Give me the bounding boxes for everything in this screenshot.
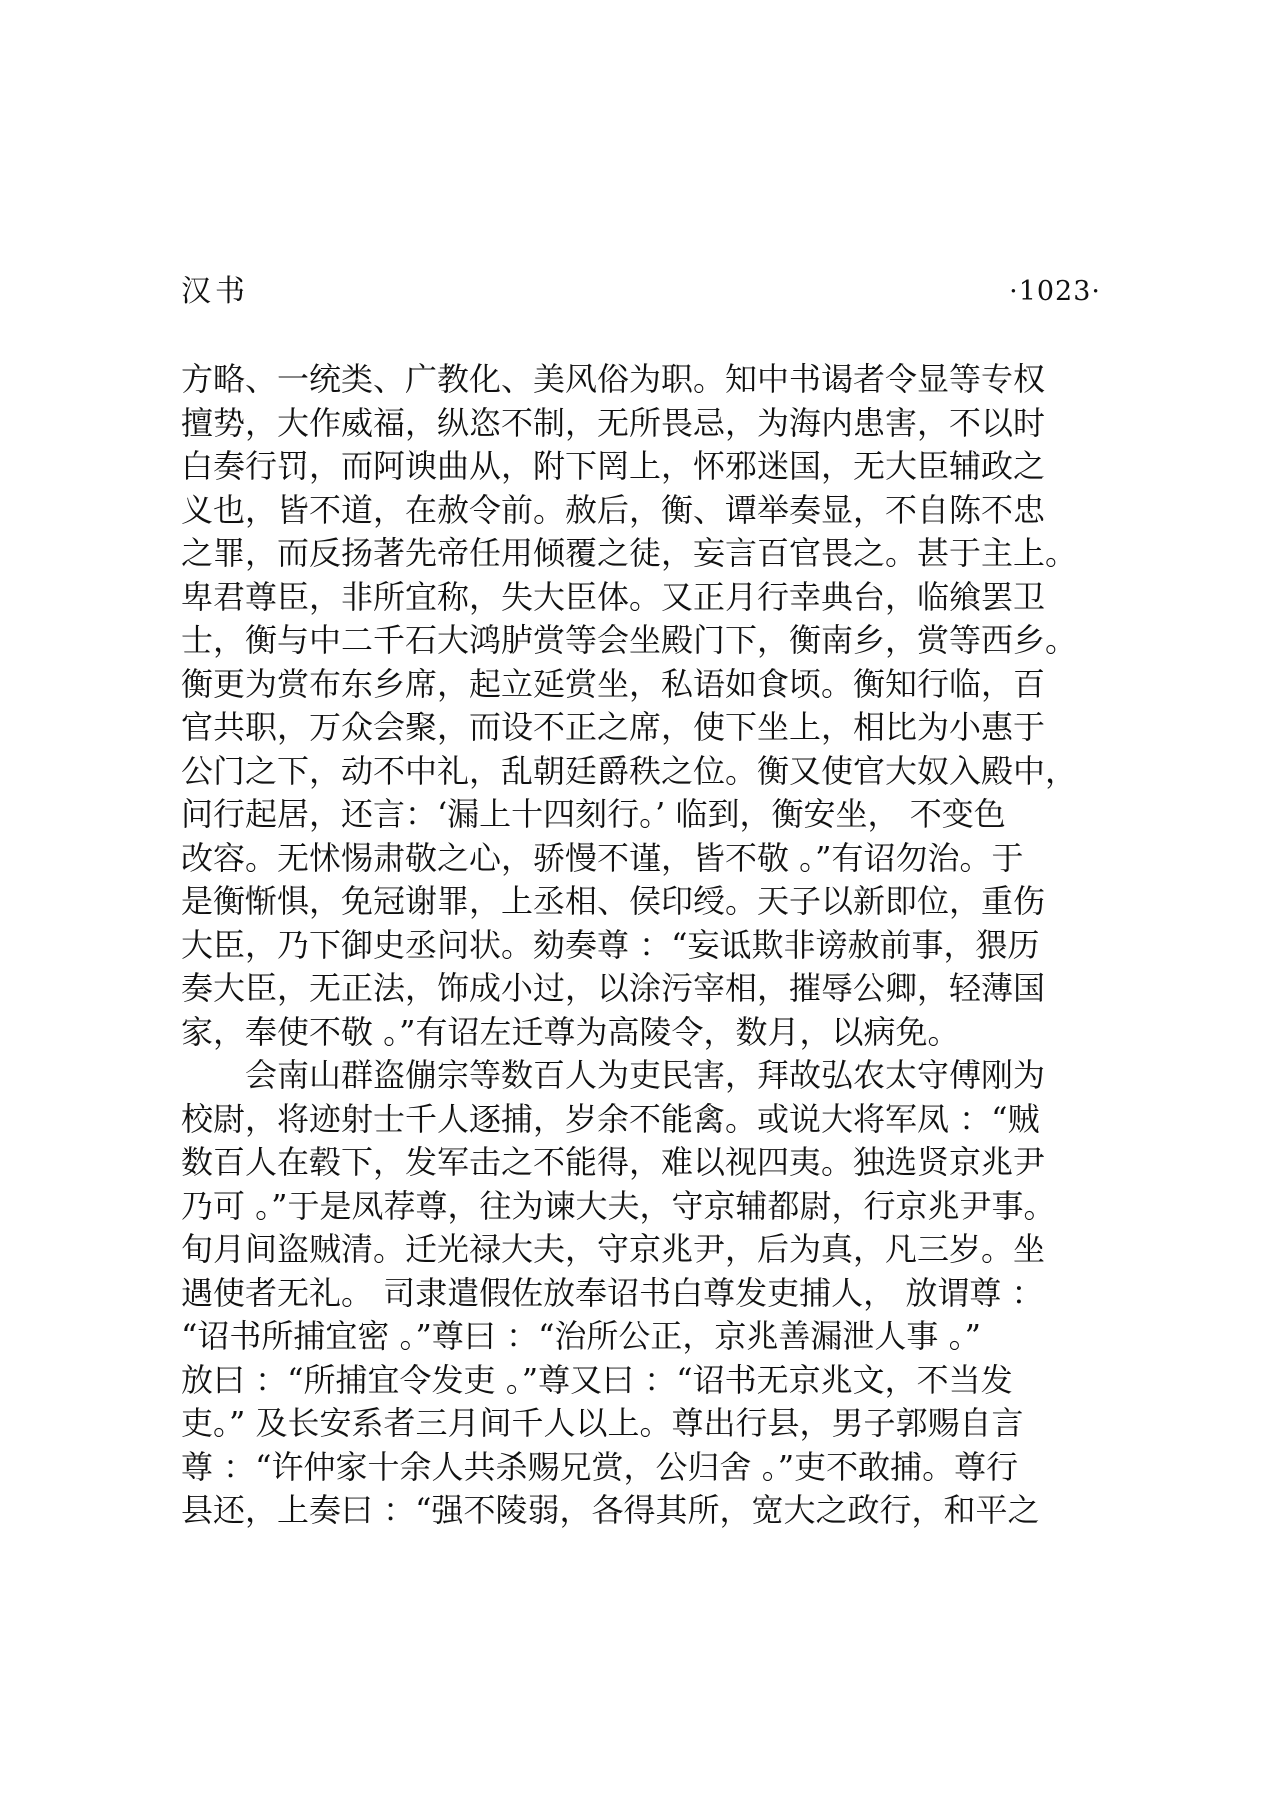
text-line: 擅势，大作威福，纵恣不制，无所畏忌，为海内患害，不以时 [181,403,1046,442]
text-line: 之罪，而反扬著先帝任用倾覆之徒，妄言百官畏之。甚于主上。 [181,534,1078,572]
text-line: 卑君尊臣，非所宜称，失大臣体。又正月行幸典台，临飨罢卫 [181,577,1046,616]
text-line: 衡更为赏布东乡席，起立延赏坐，私语如食顷。衡知行临，百 [181,664,1046,703]
text-line: 放曰 ：“所捕宜令发吏 。”尊又曰 ：“诏书无京兆文，不当发 [181,1360,1013,1399]
text-line: 白奏行罚，而阿谀曲从，附下罔上，怀邪迷国，无大臣辅政之 [181,447,1046,485]
text-line: 家，奉使不敬 。”有诏左迁尊为高陵令，数月，以病免。 [181,1012,960,1051]
page-header [181,272,1101,312]
text-line: 吏。” 及长安系者三月间千人以上。尊出行县，男子郭赐自言 [181,1404,1024,1442]
page-number: ·1023· [1009,276,1101,307]
text-line: 义也，皆不道，在赦令前。赦后，衡、谭举奏显，不自陈不忠 [181,490,1046,529]
text-line: 县还，上奏曰 ：“强不陵弱，各得其所，宽大之政行，和平之 [181,1491,1040,1529]
text-line: 问行起居，还言：‘漏上十四刻行。’ 临到，衡安坐， 不变色 [181,795,1006,833]
book-title: 汉书 [181,274,249,309]
text-line: 会南山群盗傰宗等数百人为吏民害，拜故弘农太守傅刚为 [181,1056,1046,1094]
text-line: “诏书所捕宜密 。”尊曰 ：“治所公正，京兆善漏泄人事 。” [181,1317,981,1355]
text-line: 校尉，将迹射士千人逐捕，岁余不能禽。或说大将军凤 ：“贼 [181,1099,1040,1138]
text-line: 方略、一统类、广教化、美风俗为职。知中书谒者令显等专权 [181,360,1046,398]
text-line: 奏大臣，无正法，饰成小过，以涂污宰相，摧辱公卿，轻薄国 [181,969,1046,1007]
page-body [181,358,1101,1533]
text-line: 数百人在毂下，发军击之不能得，难以视四夷。独选贤京兆尹 [181,1143,1046,1181]
text-line: 是衡惭惧，免冠谢罪，上丞相、侯印绶。天子以新即位，重伤 [181,882,1046,920]
text-line: 乃可 。”于是凤荐尊，往为谏大夫，守京辅都尉，行京兆尹事。 [181,1186,1056,1225]
text-line: 士，衡与中二千石大鸿胪赏等会坐殿门下，衡南乡，赏等西乡。 [181,621,1078,659]
text-line: 尊 ：“许仲家十余人共杀赐兄赏，公归舍 。”吏不敢捕。尊行 [181,1447,1019,1486]
text-line: 公门之下，动不中礼，乱朝廷爵秩之位。衡又使官大奴入殿中， [181,751,1078,790]
text-line: 改容。无怵惕肃敬之心，骄慢不谨，皆不敬 。”有诏勿治。于 [181,838,1024,877]
text-line: 官共职，万众会聚，而设不正之席，使下坐上，相比为小惠于 [181,708,1046,746]
text-line: 旬月间盗贼清。迁光禄大夫，守京兆尹，后为真，凡三岁。坐 [181,1230,1046,1268]
text-line: 遇使者无礼。 司隶遣假佐放奉诏书白尊发吏捕人， 放谓尊 ： [181,1273,1044,1312]
text-line: 大臣，乃下御史丞问状。劾奏尊 ：“妄诋欺非谤赦前事，猥历 [181,925,1040,964]
